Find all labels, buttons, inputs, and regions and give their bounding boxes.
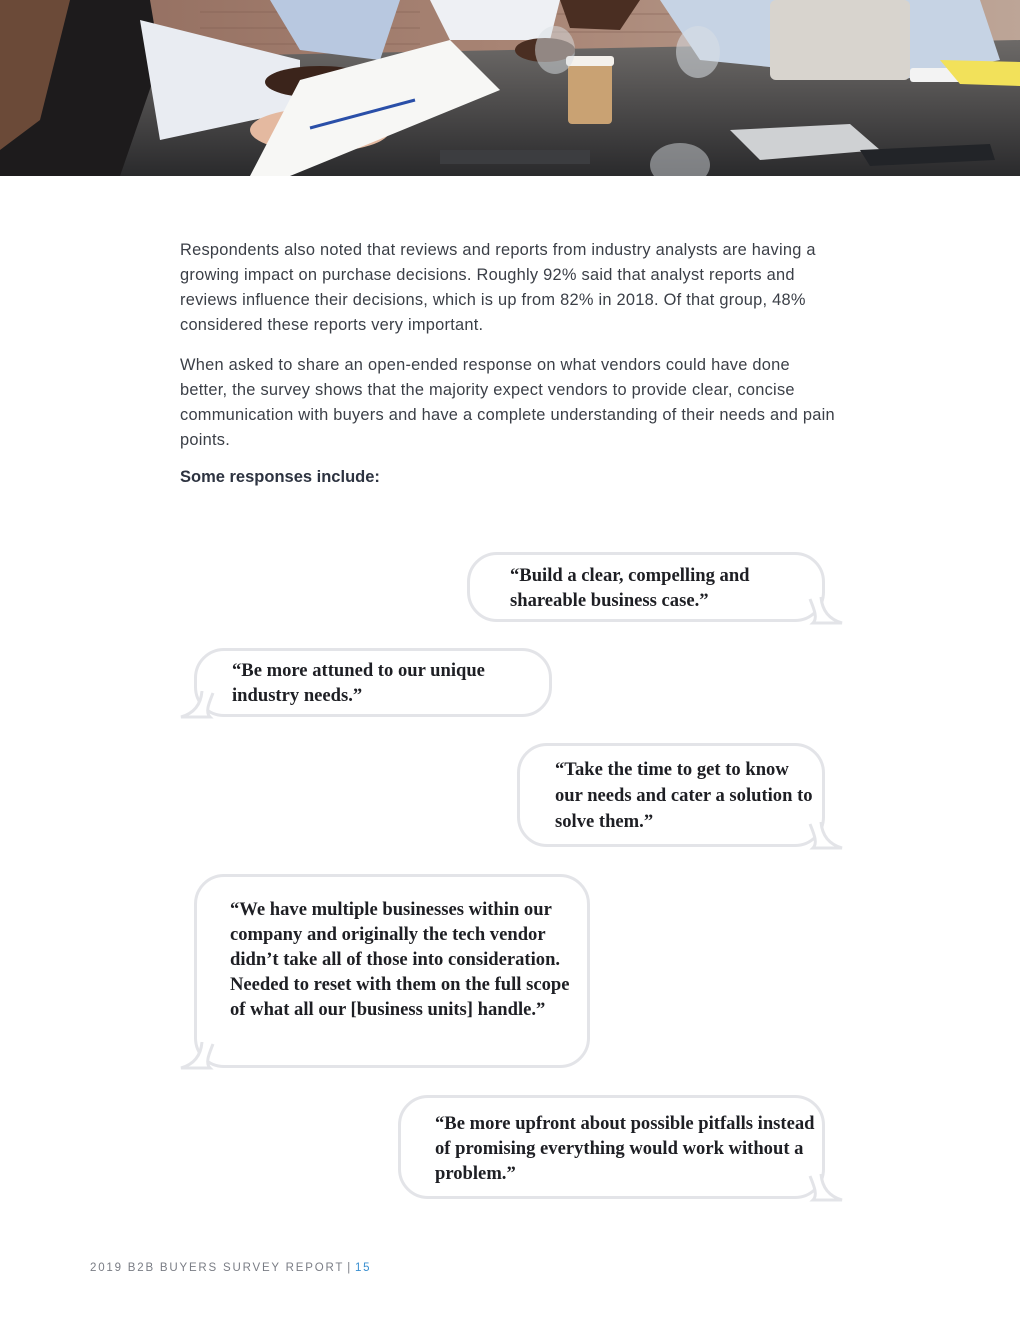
bubble-tail-right <box>808 595 844 627</box>
footer-report-title: 2019 B2B BUYERS SURVEY REPORT <box>90 1262 345 1274</box>
quote-upfront-pitfalls: “Be more upfront about possible pitfalls instead of promising everything would work without a problem.” <box>435 1113 815 1184</box>
paragraph-vendor-expectations: When asked to share an open-ended response on what vendors could have done better, the survey shows that the majority expect vendors to provide clear, concise communication with buyers and have a complete understanding of their needs and pain points. <box>180 356 835 449</box>
header-photo <box>0 0 1020 176</box>
responses-subheading: Some responses include: <box>180 468 380 486</box>
paragraph-analyst-reports: Respondents also noted that reviews and reports from industry analysts are having a growing impact on purchase decisions. Roughly 92% said that analyst reports and reviews influence their decisions, which is up from 82% in 2018. Of that group, 48% considered these reports very important. <box>180 241 816 334</box>
quote-industry-needs: “Be more attuned to our unique industry needs.” <box>232 660 485 706</box>
meeting-photo-illustration <box>0 0 1020 176</box>
bubble-tail-left <box>179 689 215 721</box>
bubble-tail-left <box>179 1040 215 1072</box>
quote-know-our-needs: “Take the time to get to know our needs and cater a solution to solve them.” <box>555 759 813 832</box>
footer-separator: | <box>347 1262 352 1274</box>
quote-multiple-businesses: “We have multiple businesses within our company and originally the tech vendor didn’t take all of those into consideration. Needed to reset with them on the full scope of what all our [business units] handle.” <box>230 899 570 1020</box>
page-number: 15 <box>354 1262 372 1274</box>
page-footer <box>90 1262 371 1274</box>
quote-business-case: “Build a clear, compelling and shareable business case.” <box>510 565 750 611</box>
